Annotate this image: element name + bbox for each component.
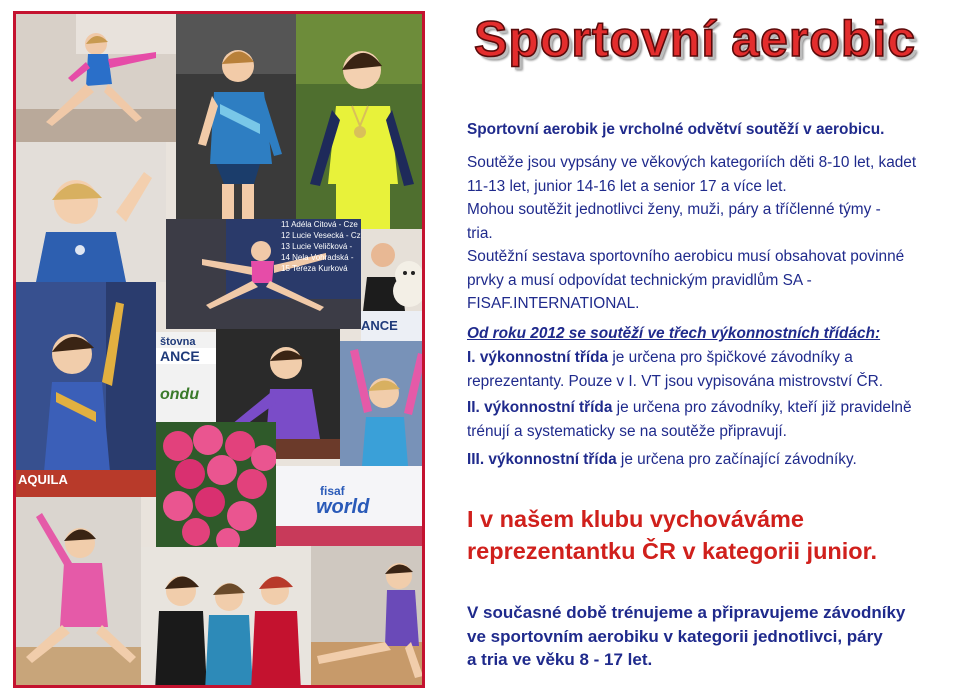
photo-girl-pink-arms-up (340, 341, 425, 466)
level-name: III. výkonnostní třída (467, 451, 617, 468)
page-title: Sportovní aerobic (474, 11, 917, 67)
paragraph-line: Soutěže jsou vypsány ve věkových kategoriích děti 8-10 let, kadet (467, 154, 917, 171)
paragraph-line: Soutěžní sestava sportovního aerobicu musí obsahovat povinné (467, 248, 905, 265)
closing-line: a tria ve věku 8 - 17 let. (467, 650, 653, 669)
level-three (467, 448, 957, 472)
level-description: je určena pro závodníky, kteří již pravidelně (612, 399, 912, 416)
lead-sentence: Sportovní aerobik je vrcholné odvětví soutěží v aerobicu. (467, 121, 885, 138)
world-text: world (316, 496, 370, 518)
banner-text: ANCE (361, 318, 398, 333)
photo-banner-left (156, 332, 216, 422)
level-description: je určena pro začínající závodníky. (616, 451, 857, 468)
level-description: trénují a systematicky se na soutěže připravují. (467, 422, 787, 440)
photo-leap-top-left (16, 14, 176, 142)
paragraph-line: 11-13 let, junior 14-16 let a senior 17 a více let. (467, 177, 787, 195)
photo-girl-posing (16, 282, 156, 497)
photo-collage (13, 11, 425, 688)
photo-girl-waving (16, 142, 166, 282)
scoreboard-line: 15 Tereza Kurková (281, 264, 348, 273)
photo-girl-pink-bottom (16, 497, 141, 688)
photo-girl-blue-costume (176, 14, 296, 219)
closing-paragraph (467, 601, 957, 672)
level-description: je určena pro špičkové závodníky a (608, 349, 853, 366)
scoreboard-line: 11 Adéla Citová - Cze (281, 220, 358, 229)
level-name: II. výkonnostní třída (467, 399, 613, 416)
closing-line: ve sportovním aerobiku v kategorii jednotlivci, páry (467, 626, 883, 646)
photo-pink-roses (156, 422, 276, 547)
paragraph-line: tria. (467, 224, 493, 242)
levels-subheading: Od roku 2012 se soutěží ve třech výkonnostních třídách: (467, 325, 881, 342)
paragraph-line: Mohou soutěžit jednotlivci ženy, muži, páry a tříčlenné týmy - (467, 201, 881, 218)
level-two (467, 396, 957, 443)
paragraph-line: prvky a musí odpovídat technickým pravidlům SA - (467, 271, 812, 289)
banner-text: ANCE (156, 348, 216, 364)
photo-fisaf-world (276, 466, 425, 546)
scoreboard-line: 14 Nela Vohradská - (281, 253, 354, 262)
aquila-text: AQUILA (18, 472, 68, 487)
photo-girl-yellow-medal (296, 14, 425, 229)
club-highlight (467, 503, 947, 567)
scoreboard-lines (281, 219, 361, 274)
fisaf-text: fisaf (320, 484, 345, 498)
photo-girl-floor-split (311, 546, 425, 688)
level-one (467, 346, 957, 393)
photo-man-teddy (361, 229, 425, 311)
level-name: I. výkonnostní třída (467, 349, 609, 366)
banner-text: ondu (160, 386, 200, 403)
level-description: reprezentanty. Pouze v I. VT jsou vypisována mistrovství ČR. (467, 372, 883, 390)
scoreboard-line: 13 Lucie Veličková - (281, 242, 353, 251)
closing-line: V současné době trénujeme a připravujeme závodníky (467, 603, 906, 622)
highlight-line: I v našem klubu vychováváme (467, 506, 804, 532)
intro-paragraph (467, 151, 957, 316)
banner-text: štovna (160, 336, 196, 348)
banner-stripe (276, 526, 425, 546)
paragraph-line: FISAF.INTERNATIONAL. (467, 295, 640, 312)
photo-banner (361, 311, 425, 341)
scoreboard-line: 12 Lucie Vesecká - Cz (281, 231, 361, 240)
photo-group-three-women (141, 547, 311, 688)
highlight-line: reprezentantku ČR v kategorii junior. (467, 538, 878, 564)
